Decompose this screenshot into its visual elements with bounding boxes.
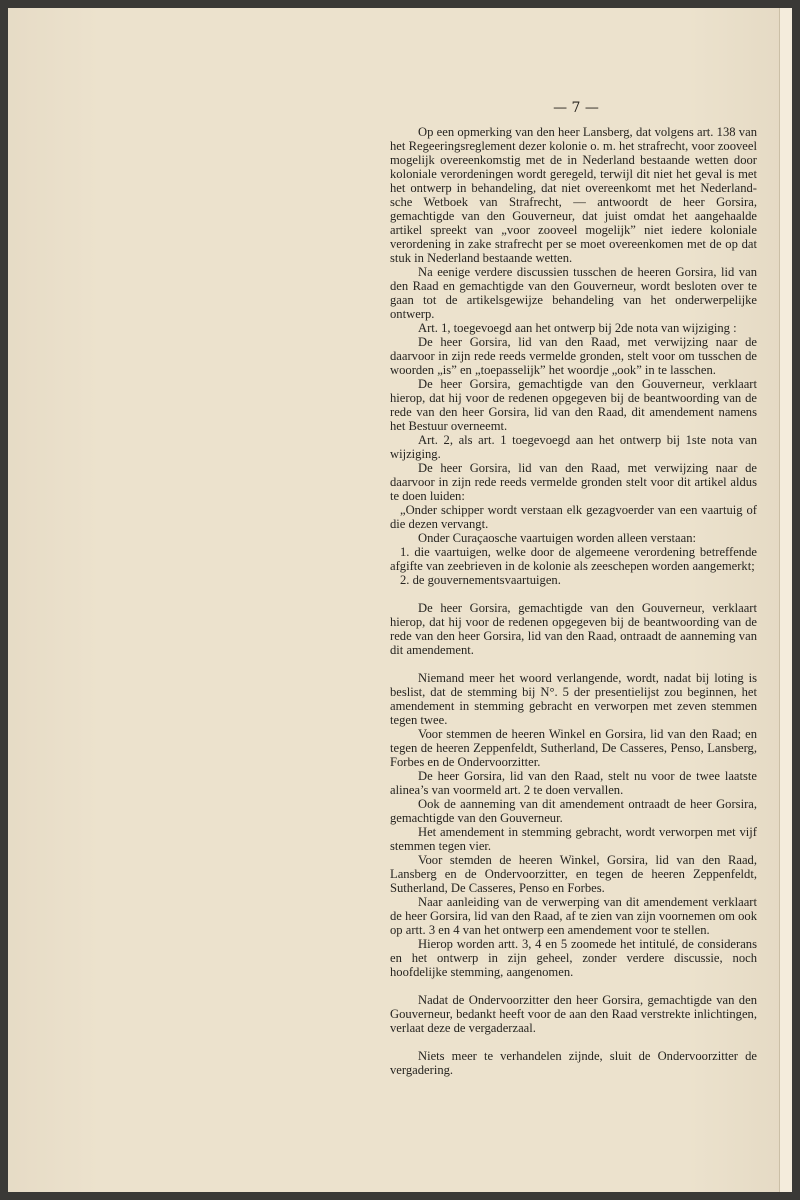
list-item: 2. de gouvernementsvaartuigen.: [400, 573, 561, 587]
paragraph: Art. 2, als art. 1 toegevoegd aan het ontwerp bij 1ste nota van wijziging.: [390, 433, 757, 461]
paragraph: Nadat de Ondervoorzitter den heer Gorsira, gemachtigde van den Gouverneur, bedankt heeft voor de aan den Raad verstrekte inlichtingen, verlaat deze de vergaderzaal.: [390, 993, 757, 1035]
paragraph: Voor stemmen de heeren Winkel en Gorsira, lid van den Raad; en tegen de heeren Zeppenfeldt, Sutherland, De Casseres, Penso, Lansberg, Forbes en de Ondervoorzitter.: [390, 727, 757, 769]
body-text: [390, 125, 757, 1077]
paragraph: De heer Gorsira, lid van den Raad, stelt nu voor de twee laatste alinea’s van voormeld art. 2 te doen vervallen.: [390, 769, 757, 797]
quoted-definition: „Onder schipper wordt verstaan elk gezagvoerder van een vaartuig of die dezen vervangt.: [390, 503, 757, 531]
paragraph: Onder Curaçaosche vaartuigen worden alleen verstaan:: [418, 531, 696, 545]
page-number: — 7 —: [553, 100, 599, 116]
paragraph: Hierop worden artt. 3, 4 en 5 zoomede het intitulé, de considerans en het ontwerp in zijn geheel, zonder verdere discussie, noch hoofdelijke stemming, aangenomen.: [390, 937, 757, 979]
page-edge: [779, 8, 792, 1192]
paragraph: De heer Gorsira, gemachtigde van den Gouverneur, verklaart hierop, dat hij voor de redenen opgegeven bij de beantwoording van de rede van den heer Gorsira, lid van den Raad, ontraadt de aanneming van dit amendement.: [390, 601, 757, 657]
paragraph: Ook de aanneming van dit amendement ontraadt de heer Gorsira, gemachtigde van den Gouverneur.: [390, 797, 757, 825]
paragraph: Voor stemden de heeren Winkel, Gorsira, lid van den Raad, Lansberg en de Ondervoorzitter, en tegen de heeren Zeppenfeldt, Sutherland, De Casseres, Penso en Forbes.: [390, 853, 757, 895]
paragraph: Niemand meer het woord verlangende, wordt, nadat bij loting is beslist, dat de stemming bij N°. 5 der presentielijst zou beginnen, het amendement in stemming gebracht en verworpen met zeven stemmen tegen twee.: [390, 671, 757, 727]
paragraph: Op een opmerking van den heer Lansberg, dat volgens art. 138 van het Regeeringsreglement dezer kolonie o. m. het strafrecht, voor zooveel mogelijk overeenkomstig met de in Nederland bestaande wetten door koloniale verordeningen wordt geregeld, terwijl dit niet het geval is met het ontwerp in behandeling, dat niet overeenkomt met het Nederlandsche Wetboek van Strafrecht, — antwoordt de heer Gorsira, gemachtigde van den Gouverneur, dat juist omdat het aangehaalde artikel spreekt van „voor zooveel mogelijk” niet iedere koloniale verordening in zake strafrecht per se moet overeenkomen met de op dat stuk in Nederland bestaande wetten.: [390, 125, 757, 265]
paragraph: De heer Gorsira, gemachtigde van den Gouverneur, verklaart hierop, dat hij voor de redenen opgegeven bij de beantwoording van de rede van den heer Gorsira, lid van den Raad, dit amendement namens het Bestuur overneemt.: [390, 377, 757, 433]
paragraph: Het amendement in stemming gebracht, wordt verworpen met vijf stemmen tegen vier.: [390, 825, 757, 853]
paragraph: De heer Gorsira, lid van den Raad, met verwijzing naar de daarvoor in zijn rede reeds vermelde gronden, stelt voor om tusschen de woorden „is” en „toepasselijk” het woordje „ook” in te lasschen.: [390, 335, 757, 377]
paragraph: De heer Gorsira, lid van den Raad, met verwijzing naar de daarvoor in zijn rede reeds vermelde gronden stelt voor dit artikel aldus te doen luiden:: [390, 461, 757, 503]
paragraph: Art. 1, toegevoegd aan het ontwerp bij 2de nota van wijziging :: [418, 321, 737, 335]
list-item: 1. die vaartuigen, welke door de algemeene verordening betreffende afgifte van zeebrieven in de kolonie als zeeschepen worden aangemerkt;: [390, 545, 757, 573]
paragraph: Na eenige verdere discussien tusschen de heeren Gorsira, lid van den Raad en gemachtigde van den Gouverneur, wordt besloten over te gaan tot de artikelsgewijze behandeling van het onderwerpelijke ontwerp.: [390, 265, 757, 321]
paragraph: Niets meer te verhandelen zijnde, sluit de Ondervoorzitter de vergadering.: [390, 1049, 757, 1077]
paragraph: Naar aanleiding van de verwerping van dit amendement verklaart de heer Gorsira, lid van den Raad, af te zien van zijn voornemen om ook op artt. 3 en 4 van het ontwerp een amendement voor te stellen.: [390, 895, 757, 937]
